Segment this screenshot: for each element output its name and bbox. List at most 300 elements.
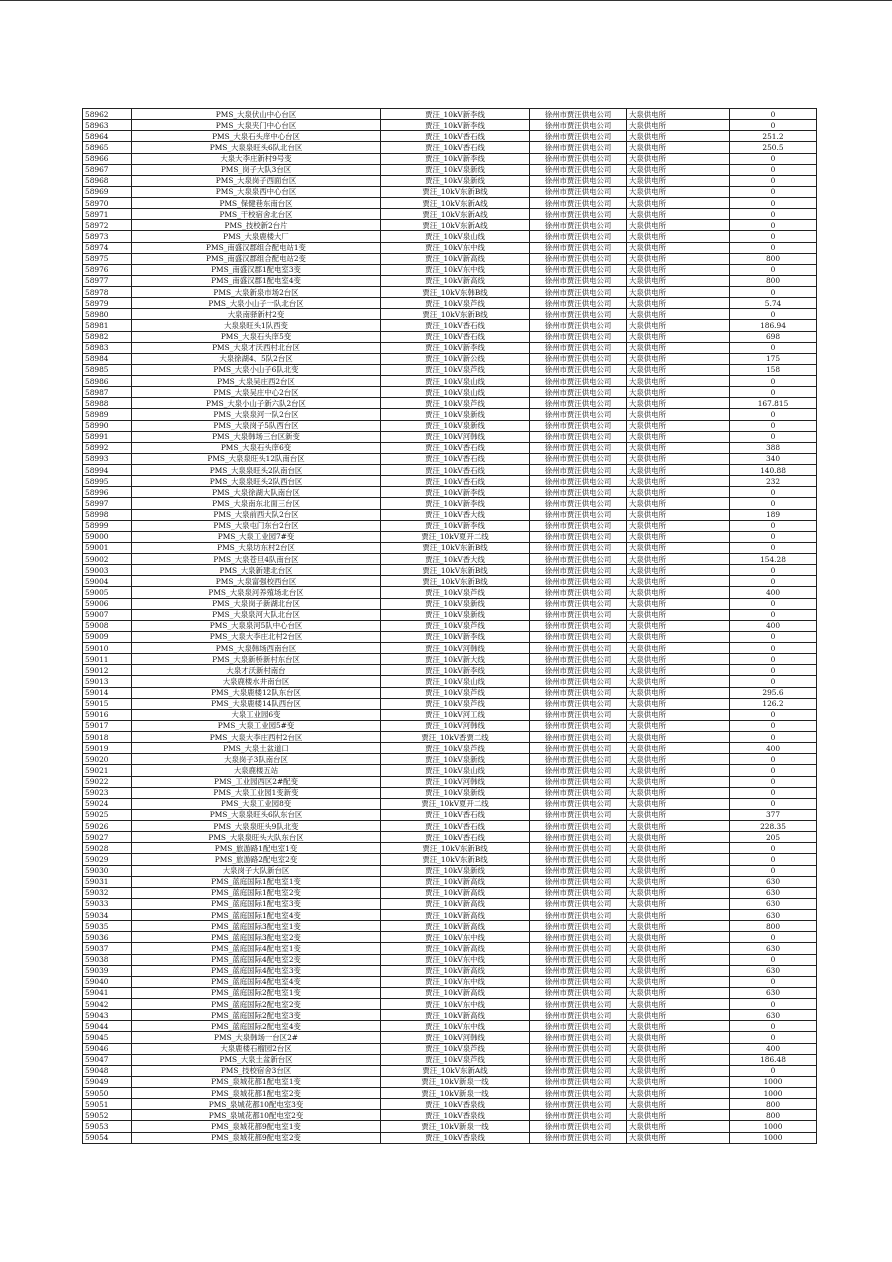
table-row <box>83 287 817 298</box>
row-id-cell: 58962 <box>83 109 132 120</box>
value-cell: 630 <box>730 987 817 998</box>
value-cell: 0 <box>730 754 817 765</box>
station-cell: 大泉供电所 <box>627 887 730 898</box>
table-row <box>83 109 817 120</box>
value-cell: 0 <box>730 242 817 253</box>
company-cell: 徐州市贾汪供电公司 <box>530 932 627 943</box>
station-cell: 大泉供电所 <box>627 776 730 787</box>
station-cell: 大泉供电所 <box>627 798 730 809</box>
row-id-cell: 58974 <box>83 242 132 253</box>
company-cell: 徐州市贾汪供电公司 <box>530 476 627 487</box>
value-cell: 630 <box>730 943 817 954</box>
value-cell: 0 <box>730 720 817 731</box>
area-name-cell: 大泉鹿楼五站 <box>132 765 381 776</box>
feeder-line-cell: 贾汪_10kV东韩B线 <box>381 287 530 298</box>
table-row <box>83 465 817 476</box>
area-name-cell: 大泉才沃新村南台 <box>132 665 381 676</box>
table-row <box>83 554 817 565</box>
row-id-cell: 58989 <box>83 409 132 420</box>
row-id-cell: 58977 <box>83 275 132 286</box>
company-cell: 徐州市贾汪供电公司 <box>530 1132 627 1143</box>
value-cell: 400 <box>730 620 817 631</box>
value-cell: 0 <box>730 309 817 320</box>
station-cell: 大泉供电所 <box>627 665 730 676</box>
feeder-line-cell: 贾汪_10kV泉新线 <box>381 865 530 876</box>
table-row <box>83 1121 817 1132</box>
station-cell: 大泉供电所 <box>627 131 730 142</box>
table-row <box>83 598 817 609</box>
table-row <box>83 798 817 809</box>
value-cell: 388 <box>730 442 817 453</box>
area-name-cell: PMS_大泉韩场西南台区 <box>132 643 381 654</box>
value-cell: 630 <box>730 965 817 976</box>
table-row <box>83 542 817 553</box>
value-cell: 186.94 <box>730 320 817 331</box>
feeder-line-cell: 贾汪_10kV新高线 <box>381 921 530 932</box>
row-id-cell: 58969 <box>83 186 132 197</box>
value-cell: 0 <box>730 843 817 854</box>
row-id-cell: 59038 <box>83 954 132 965</box>
table-row <box>83 854 817 865</box>
feeder-line-cell: 贾汪_10kV河韩线 <box>381 776 530 787</box>
row-id-cell: 58991 <box>83 431 132 442</box>
station-cell: 大泉供电所 <box>627 498 730 509</box>
area-name-cell: PMS_工业园西区2#配变 <box>132 776 381 787</box>
area-name-cell: PMS_大泉泉旺头6队北台区 <box>132 142 381 153</box>
feeder-line-cell: 贾汪_10kV泉山线 <box>381 765 530 776</box>
table-row <box>83 431 817 442</box>
table-row <box>83 198 817 209</box>
table-row <box>83 999 817 1010</box>
station-cell: 大泉供电所 <box>627 331 730 342</box>
company-cell: 徐州市贾汪供电公司 <box>530 220 627 231</box>
value-cell: 630 <box>730 1010 817 1021</box>
company-cell: 徐州市贾汪供电公司 <box>530 787 627 798</box>
table-row <box>83 342 817 353</box>
table-row <box>83 409 817 420</box>
area-name-cell: PMS_泉城花都10配电室3变 <box>132 1099 381 1110</box>
area-name-cell: PMS_岗子大队3台区 <box>132 164 381 175</box>
station-cell: 大泉供电所 <box>627 709 730 720</box>
value-cell: 0 <box>730 1065 817 1076</box>
company-cell: 徐州市贾汪供电公司 <box>530 264 627 275</box>
value-cell: 0 <box>730 198 817 209</box>
area-name-cell: PMS_大泉苍旦4队南台区 <box>132 554 381 565</box>
row-id-cell: 59047 <box>83 1054 132 1065</box>
table-row <box>83 932 817 943</box>
row-id-cell: 58963 <box>83 120 132 131</box>
row-id-cell: 59030 <box>83 865 132 876</box>
station-cell: 大泉供电所 <box>627 320 730 331</box>
area-name-cell: PMS_大泉吴庄西2台区 <box>132 376 381 387</box>
area-name-cell: PMS_蓝庭国际4配电室4变 <box>132 976 381 987</box>
area-name-cell: 大泉鹿楼水井南台区 <box>132 676 381 687</box>
station-cell: 大泉供电所 <box>627 943 730 954</box>
feeder-line-cell: 贾汪_10kV泉山线 <box>381 387 530 398</box>
table-row <box>83 509 817 520</box>
station-cell: 大泉供电所 <box>627 1110 730 1121</box>
value-cell: 0 <box>730 765 817 776</box>
feeder-line-cell: 贾汪_10kV新高线 <box>381 943 530 954</box>
feeder-line-cell: 贾汪_10kV东新B线 <box>381 542 530 553</box>
feeder-line-cell: 贾汪_10kV泉芦线 <box>381 687 530 698</box>
feeder-line-cell: 贾汪_10kV新高线 <box>381 887 530 898</box>
company-cell: 徐州市贾汪供电公司 <box>530 253 627 264</box>
table-row <box>83 242 817 253</box>
value-cell: 175 <box>730 353 817 364</box>
company-cell: 徐州市贾汪供电公司 <box>530 498 627 509</box>
table-row <box>83 965 817 976</box>
table-row <box>83 809 817 820</box>
row-id-cell: 59032 <box>83 887 132 898</box>
feeder-line-cell: 贾汪_10kV东新A线 <box>381 209 530 220</box>
row-id-cell: 59001 <box>83 542 132 553</box>
row-id-cell: 59031 <box>83 876 132 887</box>
value-cell: 250.5 <box>730 142 817 153</box>
table-row <box>83 142 817 153</box>
feeder-line-cell: 贾汪_10kV香泉线 <box>381 1132 530 1143</box>
station-cell: 大泉供电所 <box>627 309 730 320</box>
value-cell: 0 <box>730 798 817 809</box>
feeder-line-cell: 贾汪_10kV东新B线 <box>381 576 530 587</box>
station-cell: 大泉供电所 <box>627 1043 730 1054</box>
value-cell: 0 <box>730 787 817 798</box>
row-id-cell: 59037 <box>83 943 132 954</box>
area-name-cell: PMS_大泉泉河养殖场北台区 <box>132 587 381 598</box>
station-cell: 大泉供电所 <box>627 242 730 253</box>
row-id-cell: 59022 <box>83 776 132 787</box>
company-cell: 徐州市贾汪供电公司 <box>530 509 627 520</box>
value-cell: 0 <box>730 431 817 442</box>
feeder-line-cell: 贾汪_10kV泉新线 <box>381 754 530 765</box>
station-cell: 大泉供电所 <box>627 1121 730 1132</box>
station-cell: 大泉供电所 <box>627 298 730 309</box>
company-cell: 徐州市贾汪供电公司 <box>530 242 627 253</box>
area-name-cell: 大泉岗子3队南台区 <box>132 754 381 765</box>
feeder-line-cell: 贾汪_10kV泉芦线 <box>381 698 530 709</box>
area-name-cell: PMS_大泉岗子新湖北台区 <box>132 598 381 609</box>
company-cell: 徐州市贾汪供电公司 <box>530 342 627 353</box>
area-name-cell: PMS_蓝庭国际3配电室1变 <box>132 921 381 932</box>
row-id-cell: 58987 <box>83 387 132 398</box>
station-cell: 大泉供电所 <box>627 921 730 932</box>
area-name-cell: PMS_技校宿舍3台区 <box>132 1065 381 1076</box>
area-name-cell: PMS_大泉泉旺头6队东台区 <box>132 809 381 820</box>
feeder-line-cell: 贾汪_10kV香大线 <box>381 509 530 520</box>
feeder-line-cell: 贾汪_10kV新高线 <box>381 987 530 998</box>
station-cell: 大泉供电所 <box>627 153 730 164</box>
company-cell: 徐州市贾汪供电公司 <box>530 954 627 965</box>
table-row <box>83 220 817 231</box>
company-cell: 徐州市贾汪供电公司 <box>530 698 627 709</box>
company-cell: 徐州市贾汪供电公司 <box>530 754 627 765</box>
company-cell: 徐州市贾汪供电公司 <box>530 186 627 197</box>
company-cell: 徐州市贾汪供电公司 <box>530 843 627 854</box>
row-id-cell: 58995 <box>83 476 132 487</box>
station-cell: 大泉供电所 <box>627 898 730 909</box>
area-name-cell: PMS_大泉新桥新村东台区 <box>132 654 381 665</box>
area-name-cell: PMS_大泉才沃西村北台区 <box>132 342 381 353</box>
area-name-cell: PMS_南盛汉郡组合配电站2变 <box>132 253 381 264</box>
company-cell: 徐州市贾汪供电公司 <box>530 431 627 442</box>
row-id-cell: 59048 <box>83 1065 132 1076</box>
company-cell: 徐州市贾汪供电公司 <box>530 776 627 787</box>
table-row <box>83 765 817 776</box>
row-id-cell: 58992 <box>83 442 132 453</box>
value-cell: 167.815 <box>730 398 817 409</box>
value-cell: 800 <box>730 253 817 264</box>
area-name-cell: PMS_大泉泉旺头2队南台区 <box>132 465 381 476</box>
area-name-cell: PMS_泉城花都10配电室2变 <box>132 1110 381 1121</box>
table-row <box>83 120 817 131</box>
table-row <box>83 331 817 342</box>
feeder-line-cell: 贾汪_10kV东中线 <box>381 932 530 943</box>
table-row <box>83 153 817 164</box>
area-name-cell: PMS_大泉石头庠6变 <box>132 442 381 453</box>
table-body <box>83 109 817 1144</box>
table-row <box>83 832 817 843</box>
company-cell: 徐州市贾汪供电公司 <box>530 542 627 553</box>
station-cell: 大泉供电所 <box>627 264 730 275</box>
row-id-cell: 59028 <box>83 843 132 854</box>
feeder-line-cell: 贾汪_10kV香石线 <box>381 131 530 142</box>
value-cell: 186.48 <box>730 1054 817 1065</box>
table-row <box>83 253 817 264</box>
area-name-cell: PMS_技校新2台片 <box>132 220 381 231</box>
table-row <box>83 264 817 275</box>
company-cell: 徐州市贾汪供电公司 <box>530 209 627 220</box>
area-name-cell: PMS_泉城花都9配电室1变 <box>132 1121 381 1132</box>
feeder-line-cell: 贾汪_10kV河韩线 <box>381 1032 530 1043</box>
row-id-cell: 59041 <box>83 987 132 998</box>
value-cell: 0 <box>730 531 817 542</box>
company-cell: 徐州市贾汪供电公司 <box>530 865 627 876</box>
table-row <box>83 776 817 787</box>
area-name-cell: 大泉鹿楼石榴园2台区 <box>132 1043 381 1054</box>
value-cell: 0 <box>730 999 817 1010</box>
feeder-line-cell: 贾汪_10kV东新B线 <box>381 186 530 197</box>
transformer-area-table <box>82 108 817 1144</box>
table-row <box>83 709 817 720</box>
table-row <box>83 1088 817 1099</box>
table-row <box>83 1132 817 1143</box>
feeder-line-cell: 贾汪_10kV泉芦线 <box>381 1054 530 1065</box>
station-cell: 大泉供电所 <box>627 565 730 576</box>
value-cell: 0 <box>730 120 817 131</box>
station-cell: 大泉供电所 <box>627 509 730 520</box>
feeder-line-cell: 贾汪_10kV东新A线 <box>381 198 530 209</box>
area-name-cell: PMS_蓝庭国际2配电室3变 <box>132 1010 381 1021</box>
area-name-cell: PMS_大泉泉河5队中心台区 <box>132 620 381 631</box>
feeder-line-cell: 贾汪_10kV泉山线 <box>381 231 530 242</box>
station-cell: 大泉供电所 <box>627 120 730 131</box>
value-cell: 698 <box>730 331 817 342</box>
area-name-cell: 大泉大李庄新村9号变 <box>132 153 381 164</box>
feeder-line-cell: 贾汪_10kV泉山线 <box>381 676 530 687</box>
station-cell: 大泉供电所 <box>627 220 730 231</box>
company-cell: 徐州市贾汪供电公司 <box>530 898 627 909</box>
feeder-line-cell: 贾汪_10kV香石线 <box>381 809 530 820</box>
value-cell: 0 <box>730 676 817 687</box>
value-cell: 0 <box>730 609 817 620</box>
row-id-cell: 59026 <box>83 821 132 832</box>
station-cell: 大泉供电所 <box>627 1132 730 1143</box>
table-row <box>83 1099 817 1110</box>
station-cell: 大泉供电所 <box>627 420 730 431</box>
station-cell: 大泉供电所 <box>627 865 730 876</box>
row-id-cell: 58971 <box>83 209 132 220</box>
feeder-line-cell: 贾汪_10kV新李线 <box>381 342 530 353</box>
value-cell: 0 <box>730 420 817 431</box>
value-cell: 0 <box>730 164 817 175</box>
table-row <box>83 398 817 409</box>
station-cell: 大泉供电所 <box>627 987 730 998</box>
station-cell: 大泉供电所 <box>627 287 730 298</box>
station-cell: 大泉供电所 <box>627 720 730 731</box>
feeder-line-cell: 贾汪_10kV新泉一线 <box>381 1088 530 1099</box>
row-id-cell: 58982 <box>83 331 132 342</box>
row-id-cell: 59052 <box>83 1110 132 1121</box>
area-name-cell: PMS_大泉吴庄中心2台区 <box>132 387 381 398</box>
row-id-cell: 59000 <box>83 531 132 542</box>
company-cell: 徐州市贾汪供电公司 <box>530 620 627 631</box>
company-cell: 徐州市贾汪供电公司 <box>530 1076 627 1087</box>
row-id-cell: 58988 <box>83 398 132 409</box>
company-cell: 徐州市贾汪供电公司 <box>530 120 627 131</box>
area-name-cell: PMS_大泉工业园8变 <box>132 798 381 809</box>
company-cell: 徐州市贾汪供电公司 <box>530 676 627 687</box>
row-id-cell: 58972 <box>83 220 132 231</box>
area-name-cell: PMS_大泉泉旺头9队北变 <box>132 821 381 832</box>
feeder-line-cell: 贾汪_10kV泉新线 <box>381 609 530 620</box>
value-cell: 630 <box>730 876 817 887</box>
row-id-cell: 58968 <box>83 175 132 186</box>
value-cell: 0 <box>730 109 817 120</box>
area-name-cell: PMS_大泉工业园7#变 <box>132 531 381 542</box>
table-row <box>83 175 817 186</box>
area-name-cell: PMS_大泉石头庠5变 <box>132 331 381 342</box>
row-id-cell: 59034 <box>83 910 132 921</box>
station-cell: 大泉供电所 <box>627 209 730 220</box>
station-cell: 大泉供电所 <box>627 954 730 965</box>
row-id-cell: 59044 <box>83 1021 132 1032</box>
feeder-line-cell: 贾汪_10kV香石线 <box>381 821 530 832</box>
company-cell: 徐州市贾汪供电公司 <box>530 709 627 720</box>
area-name-cell: PMS_南盛汉郡1配电室4变 <box>132 275 381 286</box>
row-id-cell: 59053 <box>83 1121 132 1132</box>
area-name-cell: PMS_大泉屯门东台2台区 <box>132 520 381 531</box>
feeder-line-cell: 贾汪_10kV泉芦线 <box>381 743 530 754</box>
feeder-line-cell: 贾汪_10kV香石线 <box>381 442 530 453</box>
area-name-cell: PMS_大泉韩场一台区2# <box>132 1032 381 1043</box>
station-cell: 大泉供电所 <box>627 175 730 186</box>
row-id-cell: 59029 <box>83 854 132 865</box>
feeder-line-cell: 贾汪_10kV香贾二线 <box>381 732 530 743</box>
company-cell: 徐州市贾汪供电公司 <box>530 453 627 464</box>
value-cell: 0 <box>730 732 817 743</box>
row-id-cell: 59012 <box>83 665 132 676</box>
row-id-cell: 58985 <box>83 364 132 375</box>
table-row <box>83 1043 817 1054</box>
company-cell: 徐州市贾汪供电公司 <box>530 353 627 364</box>
area-name-cell: PMS_大泉坊东村2台区 <box>132 542 381 553</box>
value-cell: 400 <box>730 1043 817 1054</box>
company-cell: 徐州市贾汪供电公司 <box>530 298 627 309</box>
area-name-cell: PMS_泉城花都9配电室2变 <box>132 1132 381 1143</box>
value-cell: 0 <box>730 487 817 498</box>
value-cell: 5.74 <box>730 298 817 309</box>
area-name-cell: PMS_蓝庭国际4配电室3变 <box>132 965 381 976</box>
table-row <box>83 620 817 631</box>
value-cell: 140.88 <box>730 465 817 476</box>
row-id-cell: 58981 <box>83 320 132 331</box>
company-cell: 徐州市贾汪供电公司 <box>530 320 627 331</box>
area-name-cell: PMS_大泉泉河一队2台区 <box>132 409 381 420</box>
area-name-cell: PMS_大泉岗子西面台区 <box>132 175 381 186</box>
station-cell: 大泉供电所 <box>627 687 730 698</box>
station-cell: 大泉供电所 <box>627 442 730 453</box>
area-name-cell: PMS_旅游路2配电室2变 <box>132 854 381 865</box>
area-name-cell: PMS_大泉工业园5#变 <box>132 720 381 731</box>
company-cell: 徐州市贾汪供电公司 <box>530 1054 627 1065</box>
company-cell: 徐州市贾汪供电公司 <box>530 309 627 320</box>
table-row <box>83 1065 817 1076</box>
table-row <box>83 954 817 965</box>
area-name-cell: PMS_大泉岗子5队西台区 <box>132 420 381 431</box>
value-cell: 0 <box>730 598 817 609</box>
row-id-cell: 58978 <box>83 287 132 298</box>
company-cell: 徐州市贾汪供电公司 <box>530 442 627 453</box>
feeder-line-cell: 贾汪_10kV新高线 <box>381 965 530 976</box>
company-cell: 徐州市贾汪供电公司 <box>530 387 627 398</box>
feeder-line-cell: 贾汪_10kV香石线 <box>381 142 530 153</box>
company-cell: 徐州市贾汪供电公司 <box>530 887 627 898</box>
value-cell: 0 <box>730 231 817 242</box>
row-id-cell: 59027 <box>83 832 132 843</box>
row-id-cell: 59019 <box>83 743 132 754</box>
row-id-cell: 59006 <box>83 598 132 609</box>
feeder-line-cell: 贾汪_10kV夏开二线 <box>381 531 530 542</box>
area-name-cell: PMS_大泉南东北面三台区 <box>132 498 381 509</box>
company-cell: 徐州市贾汪供电公司 <box>530 1065 627 1076</box>
table-row <box>83 1010 817 1021</box>
feeder-line-cell: 贾汪_10kV东中线 <box>381 242 530 253</box>
feeder-line-cell: 贾汪_10kV新李线 <box>381 498 530 509</box>
area-name-cell: PMS_大泉新泉市场2台区 <box>132 287 381 298</box>
table-row <box>83 643 817 654</box>
feeder-line-cell: 贾汪_10kV东新B线 <box>381 843 530 854</box>
feeder-line-cell: 贾汪_10kV新高线 <box>381 1010 530 1021</box>
feeder-line-cell: 贾汪_10kV新高线 <box>381 253 530 264</box>
row-id-cell: 59050 <box>83 1088 132 1099</box>
row-id-cell: 58986 <box>83 376 132 387</box>
row-id-cell: 58965 <box>83 142 132 153</box>
row-id-cell: 59054 <box>83 1132 132 1143</box>
table-row <box>83 520 817 531</box>
company-cell: 徐州市贾汪供电公司 <box>530 665 627 676</box>
table-row <box>83 787 817 798</box>
feeder-line-cell: 贾汪_10kV新高线 <box>381 910 530 921</box>
table-row <box>83 609 817 620</box>
table-row <box>83 309 817 320</box>
station-cell: 大泉供电所 <box>627 1021 730 1032</box>
feeder-line-cell: 贾汪_10kV河工线 <box>381 709 530 720</box>
feeder-line-cell: 贾汪_10kV新李线 <box>381 153 530 164</box>
station-cell: 大泉供电所 <box>627 732 730 743</box>
company-cell: 徐州市贾汪供电公司 <box>530 1088 627 1099</box>
feeder-line-cell: 贾汪_10kV香泉线 <box>381 1110 530 1121</box>
table-row <box>83 1032 817 1043</box>
